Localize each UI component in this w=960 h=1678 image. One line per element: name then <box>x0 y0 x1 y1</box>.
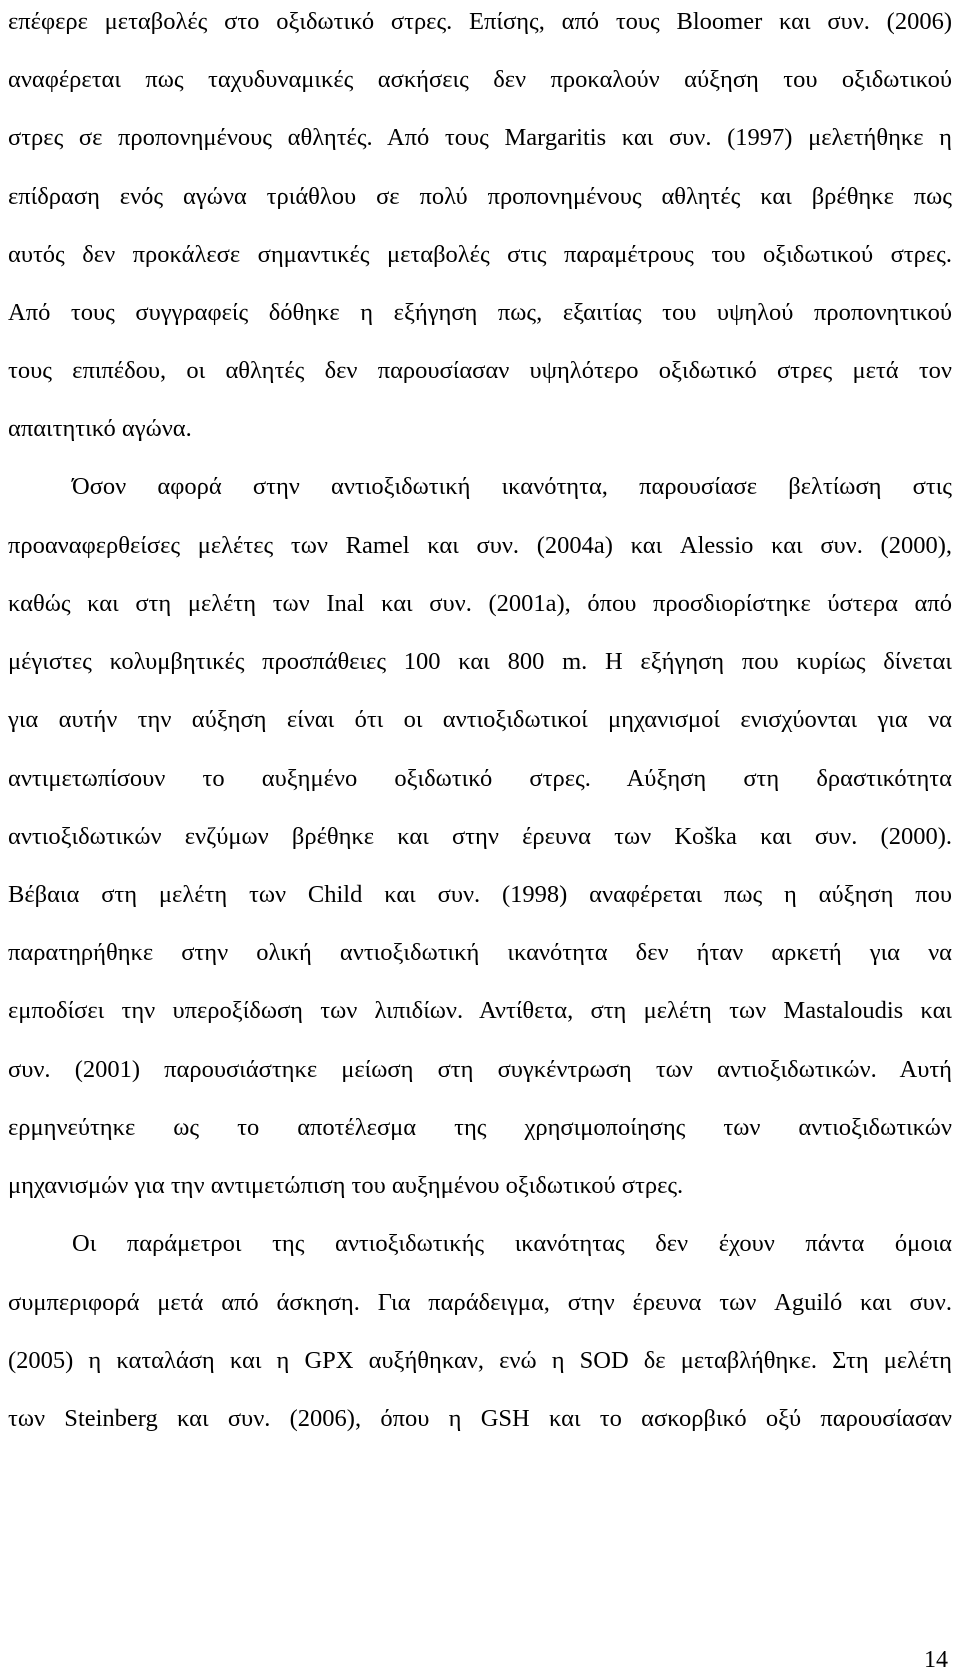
text-line: αυτός δεν προκάλεσε σημαντικές μεταβολές στις παραμέτρους του οξιδωτικού στρες. <box>8 241 952 268</box>
text-line: των Steinberg και συν. (2006), όπου η GSH και το ασκορβικό οξύ παρουσίασαν <box>8 1405 952 1432</box>
text-line: (2005) η καταλάση και η GPX αυξήθηκαν, ενώ η SOD δε μεταβλήθηκε. Στη μελέτη <box>8 1347 952 1374</box>
text-line: συν. (2001) παρουσιάστηκε μείωση στη συγκέντρωση των αντιοξιδωτικών. Αυτή <box>8 1056 952 1083</box>
text-line: ερμηνεύτηκε ως το αποτέλεσμα της χρησιμοποίησης των αντιοξιδωτικών <box>8 1114 952 1141</box>
text-line: παρατηρήθηκε στην ολική αντιοξιδωτική ικανότητα δεν ήταν αρκετή για να <box>8 939 952 966</box>
text-line: συμπεριφορά μετά από άσκηση. Για παράδειγμα, στην έρευνα των Aguiló και συν. <box>8 1289 952 1316</box>
text-line: καθώς και στη μελέτη των Inal και συν. (2001a), όπου προσδιορίστηκε ύστερα από <box>8 590 952 617</box>
text-line: Οι παράμετροι της αντιοξιδωτικής ικανότητας δεν έχουν πάντα όμοια <box>72 1230 952 1257</box>
text-line: επίδραση ενός αγώνα τριάθλου σε πολύ προπονημένους αθλητές και βρέθηκε πως <box>8 183 952 210</box>
text-line: αναφέρεται πως ταχυδυναμικές ασκήσεις δεν προκαλούν αύξηση του οξιδωτικού <box>8 66 952 93</box>
text-line: Από τους συγγραφείς δόθηκε η εξήγηση πως, εξαιτίας του υψηλού προπονητικού <box>8 299 952 326</box>
text-line: αντιμετωπίσουν το αυξημένο οξιδωτικό στρες. Αύξηση στη δραστικότητα <box>8 765 952 792</box>
text-line: απαιτητικό αγώνα. <box>8 415 192 442</box>
text-line: για αυτήν την αύξηση είναι ότι οι αντιοξιδωτικοί μηχανισμοί ενισχύονται για να <box>8 706 952 733</box>
text-line: προαναφερθείσες μελέτες των Ramel και συν. (2004a) και Alessio και συν. (2000), <box>8 532 952 559</box>
text-line: μέγιστες κολυμβητικές προσπάθειες 100 και 800 m. Η εξήγηση που κυρίως δίνεται <box>8 648 952 675</box>
text-line: Όσον αφορά στην αντιοξιδωτική ικανότητα, παρουσίασε βελτίωση στις <box>72 473 952 500</box>
text-line: τους επιπέδου, οι αθλητές δεν παρουσίασαν υψηλότερο οξιδωτικό στρες μετά τον <box>8 357 952 384</box>
text-line: μηχανισμών για την αντιμετώπιση του αυξημένου οξιδωτικού στρες. <box>8 1172 684 1199</box>
text-line: αντιοξιδωτικών ενζύμων βρέθηκε και στην έρευνα των Koška και συν. (2000). <box>8 823 952 850</box>
text-line: στρες σε προπονημένους αθλητές. Από τους Margaritis και συν. (1997) μελετήθηκε η <box>8 124 952 151</box>
text-line: Βέβαια στη μελέτη των Child και συν. (1998) αναφέρεται πως η αύξηση που <box>8 881 952 908</box>
text-line: επέφερε μεταβολές στο οξιδωτικό στρες. Επίσης, από τους Bloomer και συν. (2006) <box>8 8 952 35</box>
page-number: 14 <box>924 1647 948 1673</box>
text-line: εμποδίσει την υπεροξίδωση των λιπιδίων. Αντίθετα, στη μελέτη των Mastaloudis και <box>8 997 952 1024</box>
